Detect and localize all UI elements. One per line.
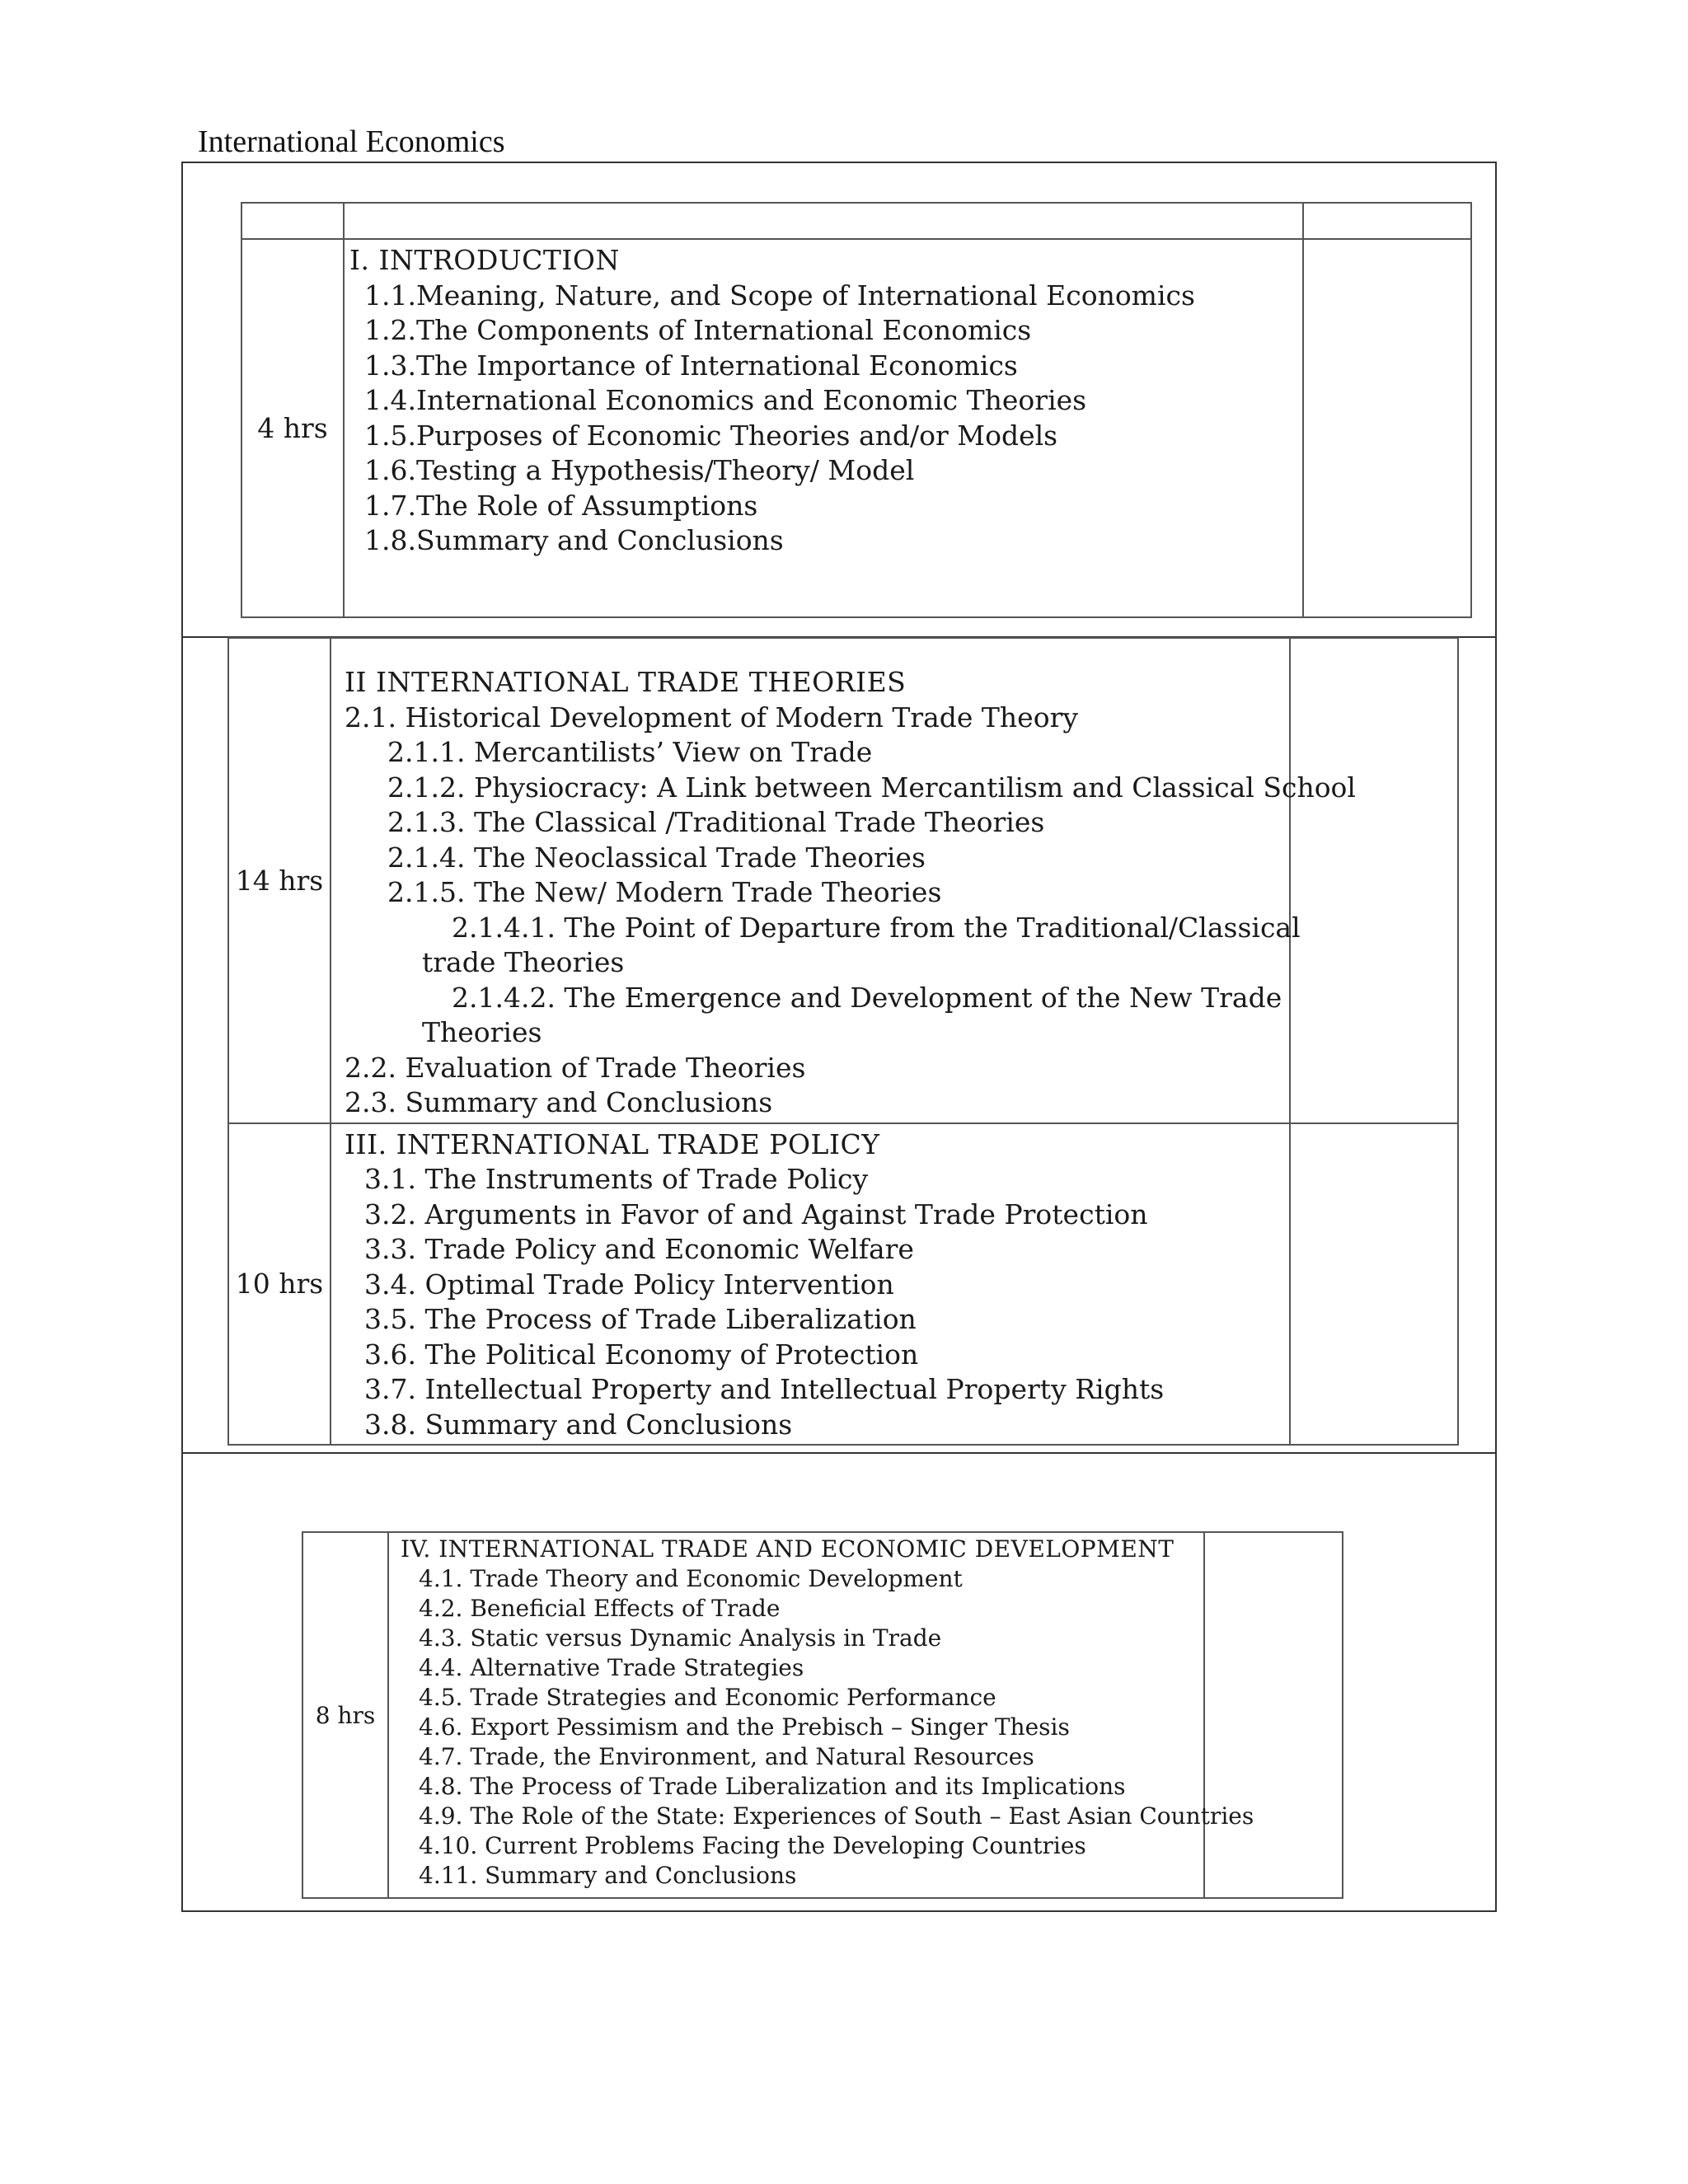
list-item: 4.1. Trade Theory and Economic Development <box>419 1565 963 1592</box>
list-item: 1.7.The Role of Assumptions <box>364 489 758 522</box>
unit-table-trade-theories-policy <box>227 637 1459 1446</box>
list-item: 1.3.The Importance of International Economics <box>364 349 1018 382</box>
list-item: 1.2.The Components of International Economics <box>364 314 1032 346</box>
list-item: 2.1.2. Physiocracy: A Link between Mercantilism and Classical School <box>387 771 1356 804</box>
empty-cell <box>1290 638 1458 1123</box>
list-item: 3.6. The Political Economy of Protection <box>364 1338 919 1371</box>
unit-content <box>344 239 1303 617</box>
list-item-continuation: Theories <box>422 1016 542 1048</box>
list-item: 1.8.Summary and Conclusions <box>364 524 784 556</box>
section-divider <box>181 1452 1497 1454</box>
unit-table-trade-development <box>302 1531 1343 1899</box>
table-row <box>228 1123 1458 1446</box>
list-item: 1.1.Meaning, Nature, and Scope of International Economics <box>364 279 1195 312</box>
list-item: 3.8. Summary and Conclusions <box>364 1408 793 1441</box>
list-item: 3.5. The Process of Trade Liberalization <box>364 1303 917 1335</box>
unit-heading: I. INTRODUCTION <box>349 244 620 276</box>
document-title: International Economics <box>198 124 505 159</box>
unit-content <box>331 638 1356 1123</box>
table-row <box>228 638 1458 1123</box>
list-item: 4.8. The Process of Trade Liberalization and its Implications <box>419 1773 1126 1800</box>
unit-heading: II INTERNATIONAL TRADE THEORIES <box>345 666 907 698</box>
list-item: 2.1.4. The Neoclassical Trade Theories <box>387 841 926 874</box>
list-item-continuation: trade Theories <box>422 946 625 978</box>
list-item: 1.6.Testing a Hypothesis/Theory/ Model <box>364 454 915 486</box>
list-item: 3.3. Trade Policy and Economic Welfare <box>364 1233 914 1265</box>
list-item: 4.7. Trade, the Environment, and Natural Resources <box>419 1743 1034 1770</box>
list-item: 1.4.International Economics and Economic Theories <box>364 384 1087 416</box>
table-row <box>302 1532 1343 1898</box>
table-header-row <box>241 203 1471 239</box>
unit-table-introduction <box>241 202 1472 618</box>
unit-content <box>388 1532 1254 1898</box>
list-item: 3.4. Optimal Trade Policy Intervention <box>364 1268 894 1301</box>
list-item: 4.5. Trade Strategies and Economic Performance <box>419 1684 996 1711</box>
unit-heading: III. INTERNATIONAL TRADE POLICY <box>345 1127 880 1160</box>
hours-cell: 10 hrs <box>228 1123 331 1446</box>
list-item: 4.2. Beneficial Effects of Trade <box>419 1595 781 1622</box>
list-item: 2.1.1. Mercantilists’ View on Trade <box>387 736 873 768</box>
list-item: 1.5.Purposes of Economic Theories and/or Models <box>364 419 1058 452</box>
unit-content <box>331 1123 1290 1446</box>
list-item: 3.2. Arguments in Favor of and Against Trade Protection <box>364 1197 1148 1230</box>
list-item: 3.1. The Instruments of Trade Policy <box>364 1163 869 1195</box>
hours-cell: 14 hrs <box>228 638 331 1123</box>
empty-cell <box>241 203 344 239</box>
list-item: 4.4. Alternative Trade Strategies <box>419 1654 804 1681</box>
list-item: 2.1.4.2. The Emergence and Development of the New Trade <box>452 981 1282 1014</box>
empty-cell <box>344 203 1303 239</box>
empty-cell <box>1303 203 1471 239</box>
hours-cell: 8 hrs <box>302 1532 388 1898</box>
list-item: 4.9. The Role of the State: Experiences of South – East Asian Countries <box>419 1802 1254 1830</box>
list-item: 4.10. Current Problems Facing the Developing Countries <box>419 1832 1086 1859</box>
empty-cell <box>1204 1532 1343 1898</box>
list-item: 2.1.5. The New/ Modern Trade Theories <box>387 876 942 908</box>
list-item: 2.2. Evaluation of Trade Theories <box>345 1051 806 1084</box>
list-item: 2.3. Summary and Conclusions <box>345 1086 773 1118</box>
list-item: 2.1. Historical Development of Modern Trade Theory <box>345 701 1079 733</box>
hours-cell: 4 hrs <box>241 239 344 617</box>
list-item: 4.11. Summary and Conclusions <box>419 1862 797 1889</box>
list-item: 4.6. Export Pessimism and the Prebisch – Singer Thesis <box>419 1713 1070 1741</box>
list-item: 4.3. Static versus Dynamic Analysis in Trade <box>419 1624 942 1652</box>
table-row <box>241 239 1471 617</box>
list-item: 3.7. Intellectual Property and Intellectual Property Rights <box>364 1373 1165 1405</box>
unit-heading: IV. INTERNATIONAL TRADE AND ECONOMIC DEVELOPMENT <box>401 1535 1175 1563</box>
list-item: 2.1.3. The Classical /Traditional Trade Theories <box>387 806 1045 838</box>
list-item: 2.1.4.1. The Point of Departure from the Traditional/Classical <box>452 911 1301 944</box>
empty-cell <box>1303 239 1471 617</box>
empty-cell <box>1290 1123 1458 1446</box>
